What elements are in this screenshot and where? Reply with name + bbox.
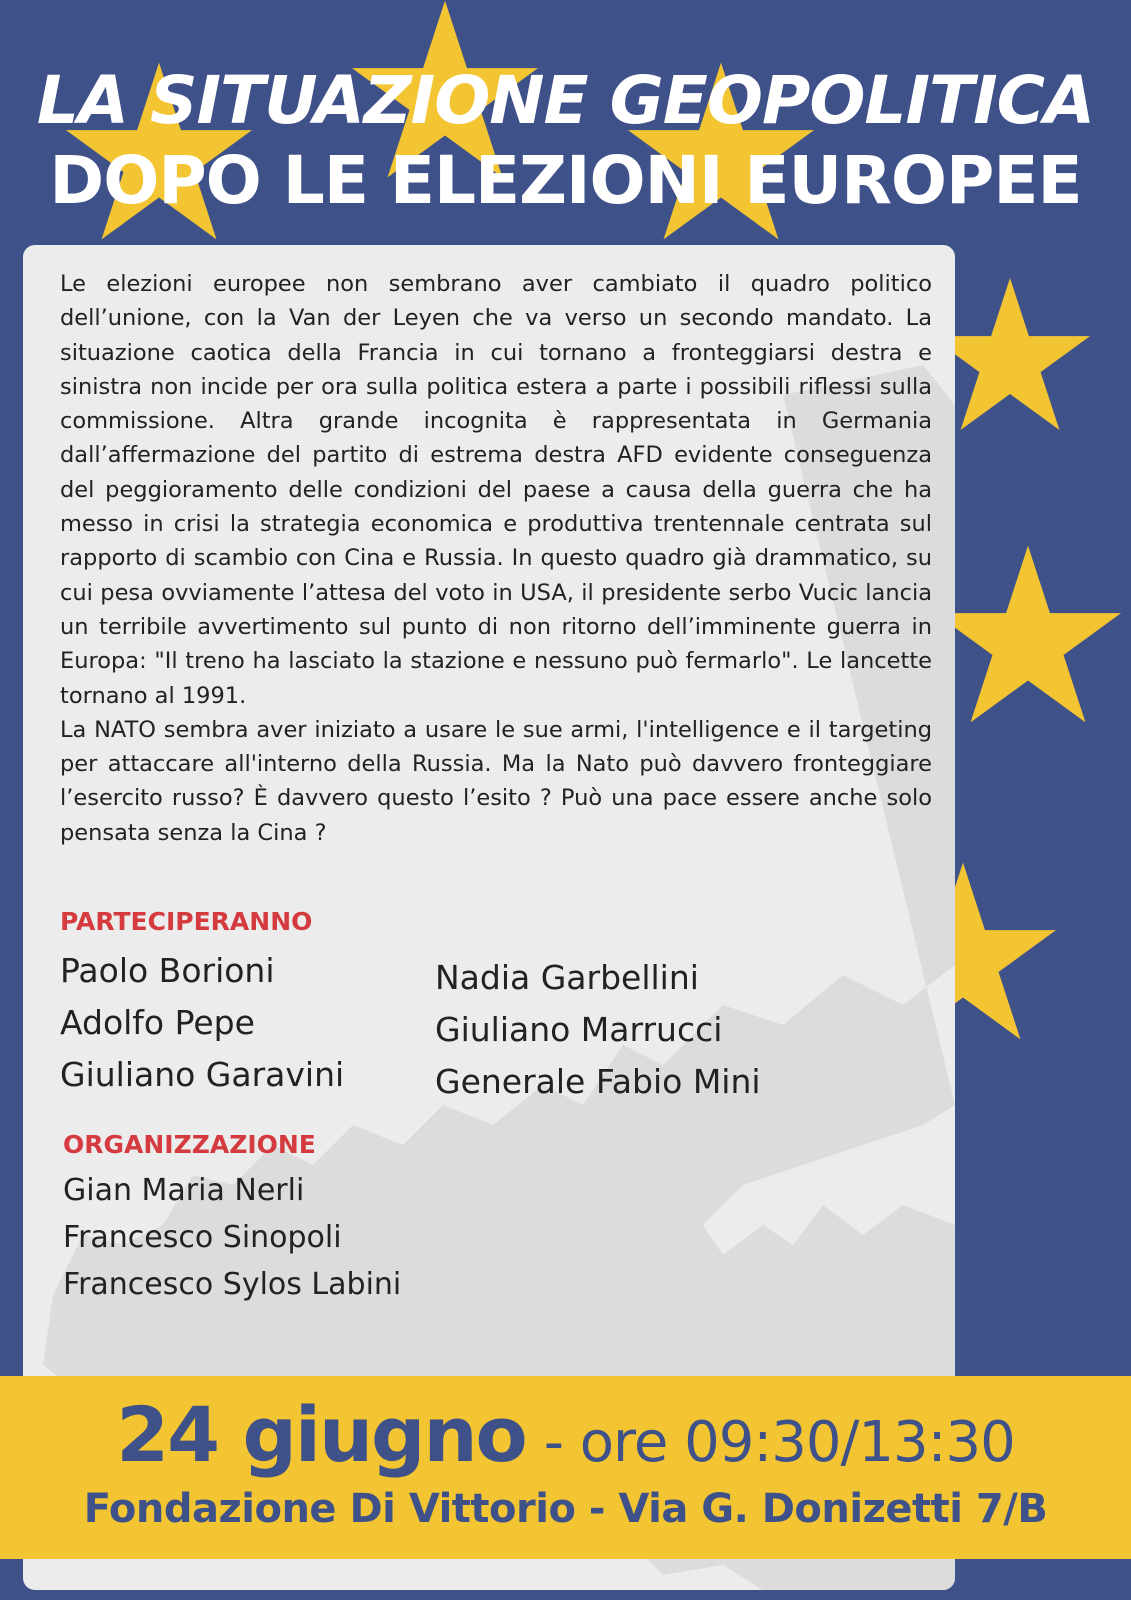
participant-name: Giuliano Garavini xyxy=(60,1055,345,1094)
participants-list-right xyxy=(435,952,761,1108)
title-line-2: DOPO LE ELEZIONI EUROPEE xyxy=(49,142,1082,219)
participant-name: Generale Fabio Mini xyxy=(435,1062,761,1101)
event-time: - ore 09:30/13:30 xyxy=(543,1410,1015,1475)
title-line-1: LA SITUAZIONE GEOPOLITICA xyxy=(36,62,1095,139)
event-date: 24 giugno xyxy=(116,1390,526,1479)
participant-name: Nadia Garbellini xyxy=(435,958,699,997)
participants-heading: PARTECIPERANNO xyxy=(60,907,313,936)
description-text xyxy=(60,267,932,850)
organizer-name: Francesco Sylos Labini xyxy=(63,1267,402,1302)
date-time-line xyxy=(0,1390,1131,1479)
event-info-band xyxy=(0,1376,1131,1559)
organization-heading: ORGANIZZAZIONE xyxy=(63,1130,316,1159)
organization-list xyxy=(63,1167,401,1308)
participant-name: Adolfo Pepe xyxy=(60,1003,255,1042)
event-venue: Fondazione Di Vittorio - Via G. Donizetti 7/B xyxy=(83,1486,1048,1532)
description-paragraph: La NATO sembra aver iniziato a usare le sue armi, l'intelligence e il targeting per attaccare all'interno della Russia. Ma la Nato può davvero fronteggiare l’esercito russo? È davvero questo l’esito ? Può una pace essere anche solo pensata senza la Cina ? xyxy=(60,716,932,846)
participants-list-left xyxy=(60,945,344,1101)
star-icon xyxy=(935,545,1121,723)
description-paragraph: Le elezioni europee non sembrano aver cambiato il quadro politico dell’unione, con la Van der Leyen che va verso un secondo mandato. La situazione caotica della Francia in cui tornano a fronteggiarsi destra e sinistra non incide per ora sulla politica estera a parte i possibili riflessi sulla commissione. Altra grande incognita è rappresentata in Germania dall’affermazione del partito di estrema destra AFD evidente conseguenza del peggioramento delle condizioni del paese a causa della guerra che ha messo in crisi la strategia economica e produttiva trentennale centrata sul rapporto di scambio con Cina e Russia. In questo quadro già drammatico, su cui pesa ovviamente l’attesa del voto in USA, il presidente serbo Vucic lancia un terribile avvertimento sul punto di non ritorno dell’imminente guerra in Europa: "Il treno ha lasciato la stazione e nessuno può fermarlo". Le lancette tornano al 1991. xyxy=(60,271,932,709)
participant-name: Giuliano Marrucci xyxy=(435,1010,723,1049)
participant-name: Paolo Borioni xyxy=(60,951,275,990)
poster-title xyxy=(0,62,1131,222)
organizer-name: Francesco Sinopoli xyxy=(63,1220,342,1255)
organizer-name: Gian Maria Nerli xyxy=(63,1173,305,1208)
